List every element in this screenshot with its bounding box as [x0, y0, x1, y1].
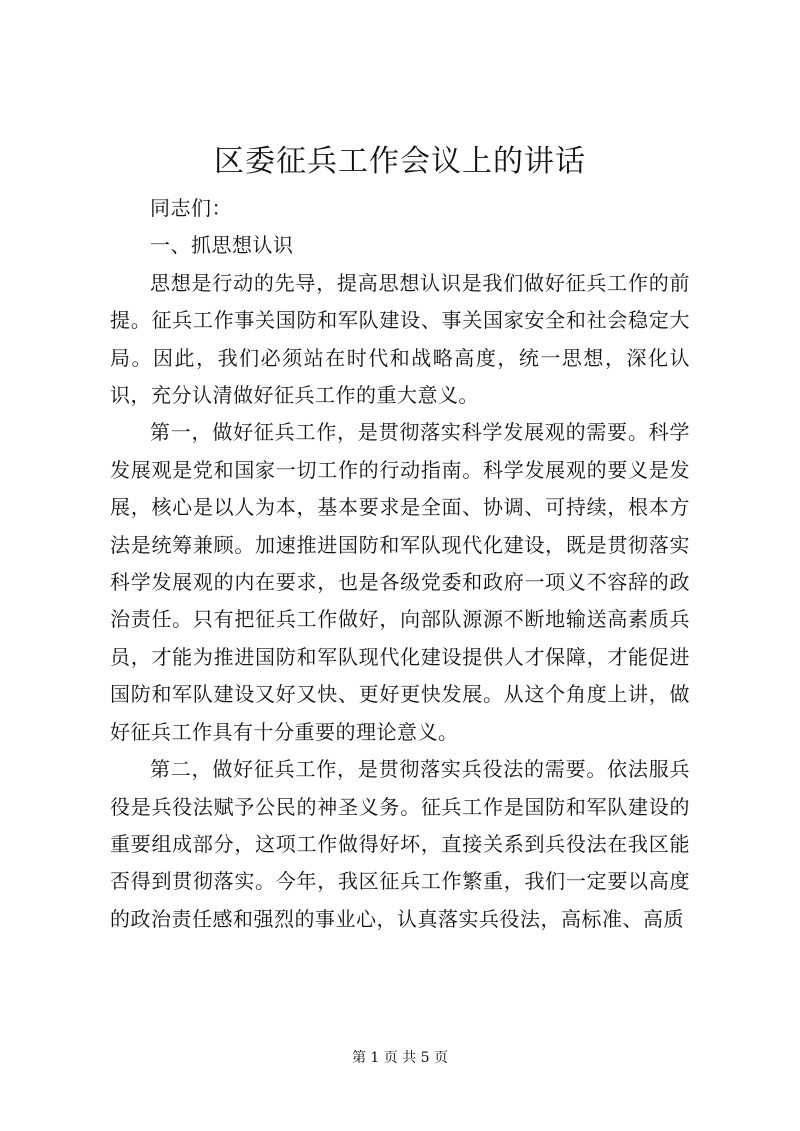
document-title: 区委征兵工作会议上的讲话: [214, 144, 586, 179]
salutation-paragraph: 同志们：: [150, 196, 232, 220]
page-footer: 第 1 页 共 5 页: [351, 1050, 449, 1066]
body-paragraph: 第一，做好征兵工作，是贯彻落实科学发展观的需要。科学发展观是党和国家一切工作的行动指南。科学发展观的要义是发展，核心是以人为本，基本要求是全面、协调、可持续，根本方法是统筹兼顾。加速推进国防和军队现代化建设，既是贯彻落实科学发展观的内在要求，也是各级党委和政府一项义不容辞的政治责任。只有把征兵工作做好，向部队源源不断地输送高素质兵员，才能为推进国防和军队现代化建设提供人才保障，才能促进国防和军队建设又好又快、更好更快发展。从这个角度上讲，做好征兵工作具有十分重要的理论意义。: [110, 420, 690, 744]
section-heading: 一、抓思想认识: [150, 233, 294, 258]
body-paragraph: 思想是行动的先导，提高思想认识是我们做好征兵工作的前提。征兵工作事关国防和军队建设、事关国家安全和社会稳定大局。因此，我们必须站在时代和战略高度，统一思想，深化认识，充分认清做好征兵工作的重大意义。: [110, 270, 690, 408]
document-body: [110, 190, 690, 938]
body-paragraph: 第二，做好征兵工作，是贯彻落实兵役法的需要。依法服兵役是兵役法赋予公民的神圣义务。征兵工作是国防和军队建设的重要组成部分，这项工作做得好坏，直接关系到兵役法在我区能否得到贯彻落实。今年，我区征兵工作繁重，我们一定要以高度的政治责任感和强烈的事业心，认真落实兵役法，高标准、高质: [110, 757, 690, 931]
